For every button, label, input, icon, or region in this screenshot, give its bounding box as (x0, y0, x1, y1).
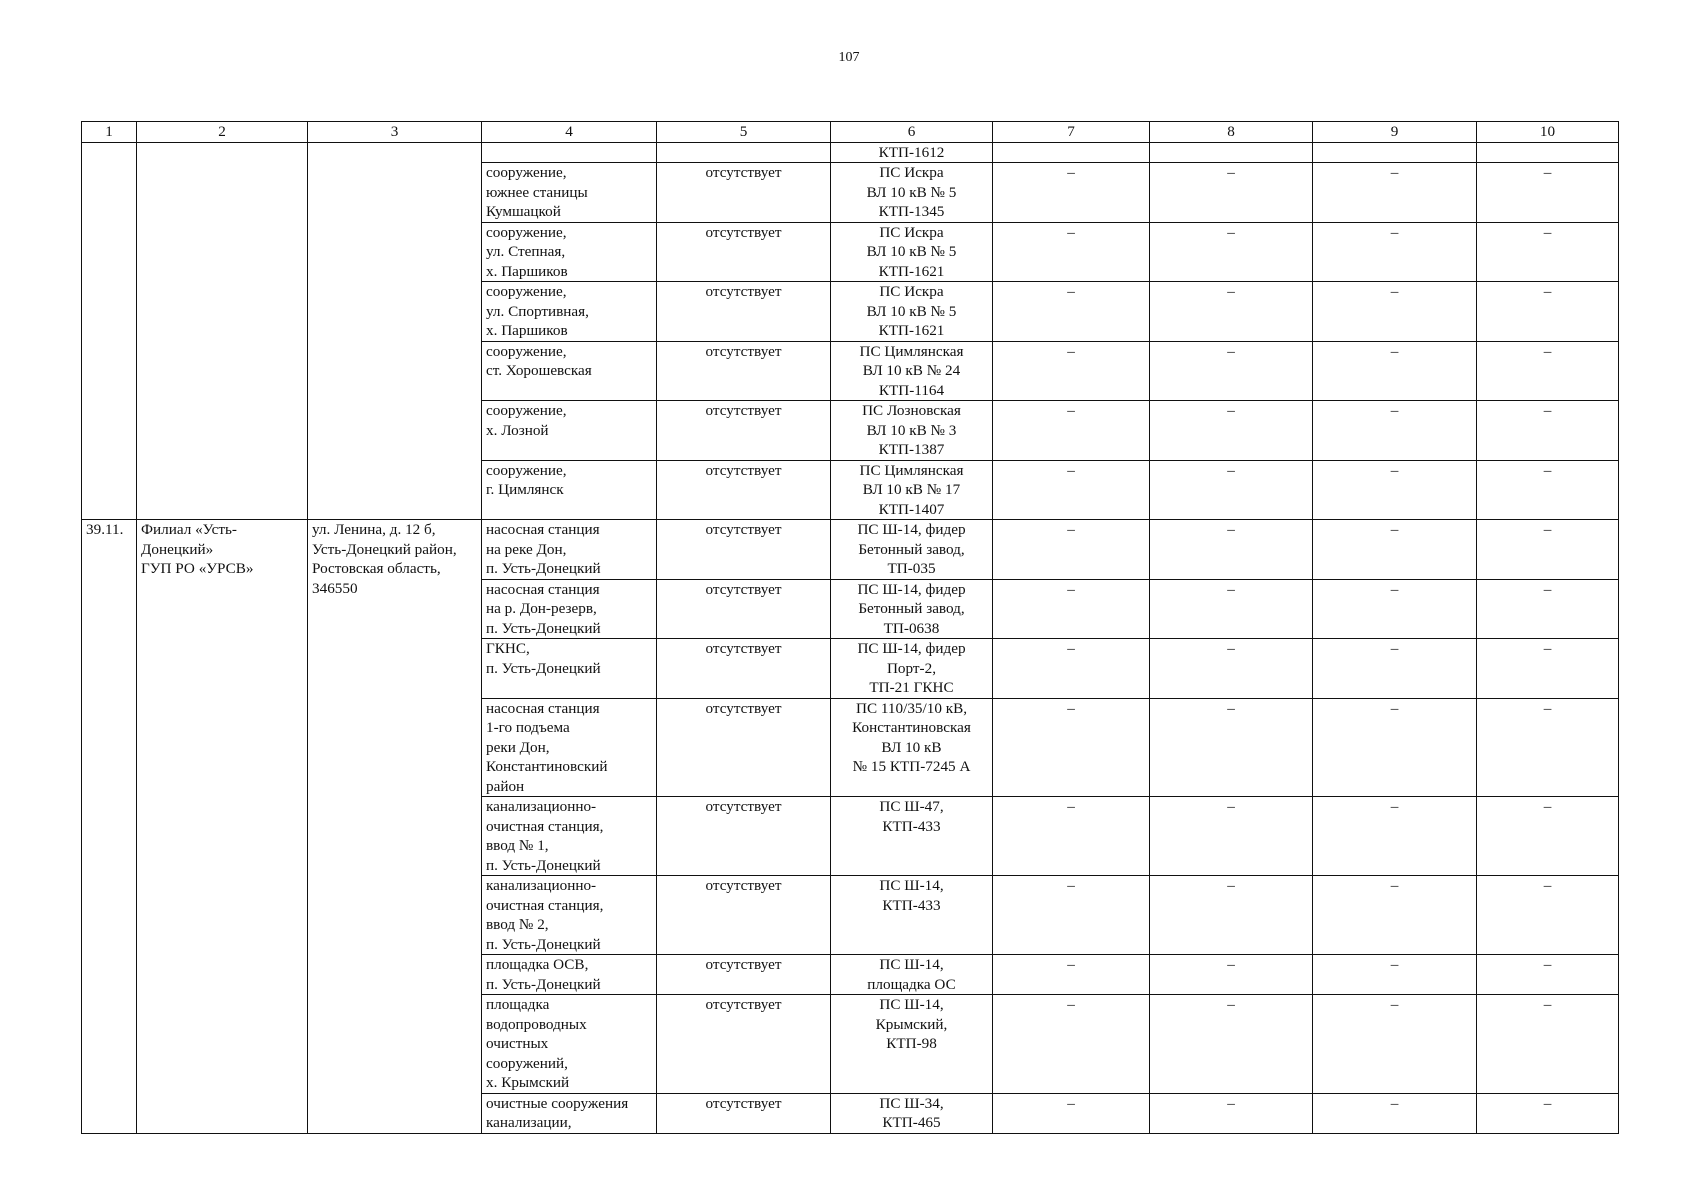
column-number: 6 (831, 122, 993, 143)
cell-line: ПС Ш-47, (879, 798, 944, 815)
cell-line: ПС Цимлянская (859, 342, 964, 360)
cell-line: ВЛ 10 кВ № 5 (866, 183, 957, 201)
cell-line: Крымский, (875, 1015, 948, 1033)
cell-line: КТП-433 (882, 896, 941, 914)
dash-cell: – (1150, 282, 1313, 342)
dash-cell: – (1150, 639, 1313, 699)
table-body (82, 122, 1619, 1134)
status-cell: отсутствует (657, 163, 831, 223)
empty-cell (137, 142, 308, 520)
cell-line: ПС Лозновская (862, 402, 961, 419)
dash-cell: – (1477, 460, 1619, 520)
dash-cell: – (993, 579, 1150, 639)
cell-line: сооружение, (486, 342, 567, 360)
status-cell: отсутствует (657, 401, 831, 461)
cell-line: ВЛ 10 кВ № 5 (866, 302, 957, 320)
column-number: 2 (137, 122, 308, 143)
object-cell (482, 995, 657, 1094)
column-number: 8 (1150, 122, 1313, 143)
status-cell: отсутствует (657, 282, 831, 342)
cell-line: ПС Ш-14, (879, 956, 944, 973)
cell-line: ВЛ 10 кВ № 24 (862, 362, 961, 379)
table-row (82, 520, 1619, 580)
cell-line: ул. Спортивная, (486, 302, 589, 320)
supply-cell (831, 163, 993, 223)
cell-line: очистная станция, (486, 817, 604, 835)
status-cell: отсутствует (657, 579, 831, 639)
cell-line: Донецкий» (141, 540, 214, 558)
supply-cell (831, 797, 993, 876)
dash-cell: – (1313, 876, 1477, 955)
dash-cell: – (1313, 995, 1477, 1094)
cell-line: Константиновская (852, 719, 971, 736)
cell-line: площадка (486, 996, 550, 1013)
empty-cell (993, 142, 1150, 163)
object-cell (482, 698, 657, 797)
column-number: 9 (1313, 122, 1477, 143)
dash-cell: – (993, 341, 1150, 401)
object-cell (482, 341, 657, 401)
object-cell (482, 639, 657, 699)
object-cell (482, 401, 657, 461)
dash-cell: – (993, 995, 1150, 1094)
supply-cell (831, 995, 993, 1094)
object-cell (482, 955, 657, 995)
cell-line: сооружений, (486, 1054, 568, 1072)
cell-line: ВЛ 10 кВ (881, 738, 942, 756)
cell-line: насосная станция (486, 521, 600, 538)
cell-line: ПС Искра (879, 164, 944, 181)
cell-line: ПС Ш-14, (879, 996, 944, 1013)
cell-line: ПС Искра (879, 283, 944, 300)
row-number: 39.11. (82, 520, 137, 1134)
cell-line: п. Усть-Донецкий (486, 659, 601, 677)
cell-line: южнее станицы (486, 183, 588, 201)
cell-line: насосная станция (486, 580, 600, 598)
dash-cell: – (1150, 797, 1313, 876)
dash-cell: – (1477, 520, 1619, 580)
supply-cell (831, 222, 993, 282)
cell-line: п. Усть-Донецкий (486, 619, 601, 637)
dash-cell: – (1313, 282, 1477, 342)
dash-cell: – (1477, 698, 1619, 797)
status-cell: отсутствует (657, 797, 831, 876)
cell-line: ТП-0638 (883, 619, 940, 637)
dash-cell: – (1313, 163, 1477, 223)
cell-line: ГКНС, (486, 640, 530, 657)
cell-line: КТП-1345 (878, 203, 945, 220)
cell-line: ул. Степная, (486, 243, 566, 260)
dash-cell: – (993, 1093, 1150, 1133)
cell-line: площадка ОСВ, (486, 956, 589, 973)
cell-line: КТП-433 (882, 817, 941, 835)
cell-line: ст. Хорошевская (486, 362, 592, 379)
column-number: 7 (993, 122, 1150, 143)
cell-line: площадка ОС (867, 975, 956, 993)
empty-cell (82, 142, 137, 520)
status-cell: отсутствует (657, 955, 831, 995)
dash-cell: – (993, 460, 1150, 520)
empty-cell (1313, 142, 1477, 163)
dash-cell: – (993, 282, 1150, 342)
cell-line: х. Крымский (486, 1074, 570, 1091)
cell-line: очистных (486, 1035, 549, 1052)
dash-cell: – (1313, 401, 1477, 461)
empty-cell (1150, 142, 1313, 163)
supply-cell (831, 520, 993, 580)
dash-cell: – (1313, 341, 1477, 401)
dash-cell: – (993, 955, 1150, 995)
table-row (82, 142, 1619, 163)
cell-line: КТП-1164 (878, 381, 945, 399)
supply-cell (831, 579, 993, 639)
dash-cell: – (1477, 163, 1619, 223)
status-cell: отсутствует (657, 222, 831, 282)
status-cell: отсутствует (657, 639, 831, 699)
dash-cell: – (1150, 163, 1313, 223)
supply-cell (831, 698, 993, 797)
cell-line: Бетонный завод, (858, 600, 965, 617)
cell-line: Бетонный завод, (858, 540, 965, 558)
cell-line: сооружение, (486, 402, 567, 419)
dash-cell: – (1313, 222, 1477, 282)
cell-line: п. Усть-Донецкий (486, 935, 601, 953)
cell-line: Филиал «Усть- (141, 521, 237, 538)
supply-cell (831, 639, 993, 699)
cell-line: ПС Ш-34, (879, 1094, 944, 1112)
cell-line: х. Паршиков (486, 262, 568, 280)
dash-cell: – (1150, 995, 1313, 1094)
supply-cell (831, 876, 993, 955)
cell-line: 346550 (312, 579, 358, 597)
dash-cell: – (993, 698, 1150, 797)
cell-line: ПС 110/35/10 кВ, (855, 699, 968, 717)
dash-cell: – (1150, 460, 1313, 520)
cell-line: сооружение, (486, 461, 567, 479)
cell-line: район (486, 777, 525, 795)
column-number: 4 (482, 122, 657, 143)
dash-cell: – (1313, 797, 1477, 876)
cell-line: Порт-2, (886, 659, 937, 677)
cell-line: ВЛ 10 кВ № 5 (866, 243, 957, 260)
cell-line: КТП-1387 (878, 441, 945, 458)
cell-line: сооружение, (486, 164, 567, 181)
dash-cell: – (1313, 698, 1477, 797)
dash-cell: – (993, 163, 1150, 223)
organization-cell (137, 520, 308, 1134)
dash-cell: – (1150, 955, 1313, 995)
cell-line: сооружение, (486, 223, 567, 241)
cell-line: сооружение, (486, 283, 567, 300)
cell-line: ввод № 2, (486, 916, 549, 933)
cell-line: х. Паршиков (486, 322, 568, 339)
cell-line: водопроводных (486, 1015, 587, 1033)
cell-line: канализационно- (486, 877, 597, 894)
dash-cell: – (1150, 876, 1313, 955)
cell-line: ПС Ш-14, фидер (857, 640, 966, 657)
dash-cell: – (1477, 341, 1619, 401)
dash-cell: – (993, 401, 1150, 461)
dash-cell: – (1313, 579, 1477, 639)
cell-line: ПС Цимлянская (859, 461, 964, 479)
empty-cell (482, 142, 657, 163)
cell-line: ввод № 1, (486, 837, 549, 854)
cell-line: Константиновский (486, 758, 608, 775)
dash-cell: – (1477, 282, 1619, 342)
dash-cell: – (993, 797, 1150, 876)
dash-cell: – (993, 520, 1150, 580)
object-cell (482, 163, 657, 223)
cell-line: очистные сооружения (486, 1094, 629, 1112)
object-cell (482, 1093, 657, 1133)
object-cell (482, 797, 657, 876)
empty-cell (1477, 142, 1619, 163)
cell-line: КТП-465 (882, 1114, 941, 1131)
column-number-row (82, 122, 1619, 143)
object-cell (482, 876, 657, 955)
dash-cell: – (993, 639, 1150, 699)
dash-cell: – (1313, 520, 1477, 580)
dash-cell: – (1477, 876, 1619, 955)
dash-cell: – (1150, 1093, 1313, 1133)
column-number: 3 (308, 122, 482, 143)
cell-line: ВЛ 10 кВ № 17 (862, 481, 961, 498)
cell-line: КТП-1621 (878, 262, 945, 280)
dash-cell: – (1150, 698, 1313, 797)
status-cell: отсутствует (657, 995, 831, 1094)
supply-cell (831, 460, 993, 520)
object-cell (482, 222, 657, 282)
cell-line: на реке Дон, (486, 540, 567, 558)
object-cell (482, 282, 657, 342)
cell-line: х. Лозной (486, 421, 549, 439)
cell-line: Кумшацкой (486, 203, 561, 220)
cell-line: ул. Ленина, д. 12 б, (312, 521, 436, 538)
empty-cell (308, 142, 482, 520)
dash-cell: – (1313, 460, 1477, 520)
cell-line: п. Усть-Донецкий (486, 975, 601, 993)
dash-cell: – (1477, 995, 1619, 1094)
status-cell: отсутствует (657, 698, 831, 797)
dash-cell: – (1477, 639, 1619, 699)
empty-cell (657, 142, 831, 163)
dash-cell: – (1477, 401, 1619, 461)
supply-cell (831, 401, 993, 461)
cell-line: КТП-1407 (878, 500, 945, 518)
dash-cell: – (1477, 579, 1619, 639)
cell-line: ПС Искра (879, 223, 944, 241)
cell-line: Ростовская область, (312, 560, 441, 577)
cell-line: п. Усть-Донецкий (486, 856, 601, 874)
cell-line: очистная станция, (486, 896, 604, 914)
dash-cell: – (1150, 520, 1313, 580)
object-cell (482, 520, 657, 580)
dash-cell: – (1313, 639, 1477, 699)
object-cell (482, 579, 657, 639)
cell-line: КТП-1621 (878, 322, 945, 339)
cell-line: ГУП РО «УРСВ» (141, 560, 254, 577)
cell-line: канализации, (486, 1114, 572, 1131)
column-number: 5 (657, 122, 831, 143)
column-number: 10 (1477, 122, 1619, 143)
status-cell: отсутствует (657, 520, 831, 580)
cell-line: п. Усть-Донецкий (486, 560, 601, 577)
dash-cell: – (1150, 579, 1313, 639)
cell-line: ПС Ш-14, (879, 877, 944, 894)
page-number: 107 (838, 50, 860, 65)
cell-line: 1-го подъема (486, 719, 570, 736)
dash-cell: – (1150, 341, 1313, 401)
dash-cell: – (1313, 1093, 1477, 1133)
cell-line: КТП-98 (886, 1035, 937, 1052)
address-cell (308, 520, 482, 1134)
status-cell: отсутствует (657, 460, 831, 520)
dash-cell: – (1313, 955, 1477, 995)
dash-cell: – (1477, 955, 1619, 995)
supply-cell: КТП-1612 (831, 142, 993, 163)
dash-cell: – (1477, 1093, 1619, 1133)
cell-line: ПС Ш-14, фидер (857, 521, 966, 538)
supply-cell (831, 1093, 993, 1133)
status-cell: отсутствует (657, 1093, 831, 1133)
supply-cell (831, 341, 993, 401)
cell-line: г. Цимлянск (486, 481, 564, 498)
cell-line: ТП-21 ГКНС (869, 679, 954, 696)
status-cell: отсутствует (657, 341, 831, 401)
cell-line: ПС Ш-14, фидер (857, 580, 966, 598)
object-cell (482, 460, 657, 520)
dash-cell: – (1150, 222, 1313, 282)
dash-cell: – (993, 222, 1150, 282)
cell-line: Усть-Донецкий район, (312, 540, 457, 558)
dash-cell: – (1477, 797, 1619, 876)
dash-cell: – (1150, 401, 1313, 461)
status-cell: отсутствует (657, 876, 831, 955)
dash-cell: – (1477, 222, 1619, 282)
column-number: 1 (82, 122, 137, 143)
supply-cell (831, 955, 993, 995)
cell-line: на р. Дон-резерв, (486, 600, 597, 617)
cell-line: ВЛ 10 кВ № 3 (866, 421, 957, 439)
dash-cell: – (993, 876, 1150, 955)
cell-line: насосная станция (486, 699, 600, 717)
cell-line: реки Дон, (486, 738, 550, 756)
cell-line: № 15 КТП-7245 А (852, 758, 971, 775)
data-table (81, 121, 1619, 1134)
supply-cell (831, 282, 993, 342)
cell-line: ТП-035 (887, 560, 936, 577)
cell-line: канализационно- (486, 798, 597, 815)
